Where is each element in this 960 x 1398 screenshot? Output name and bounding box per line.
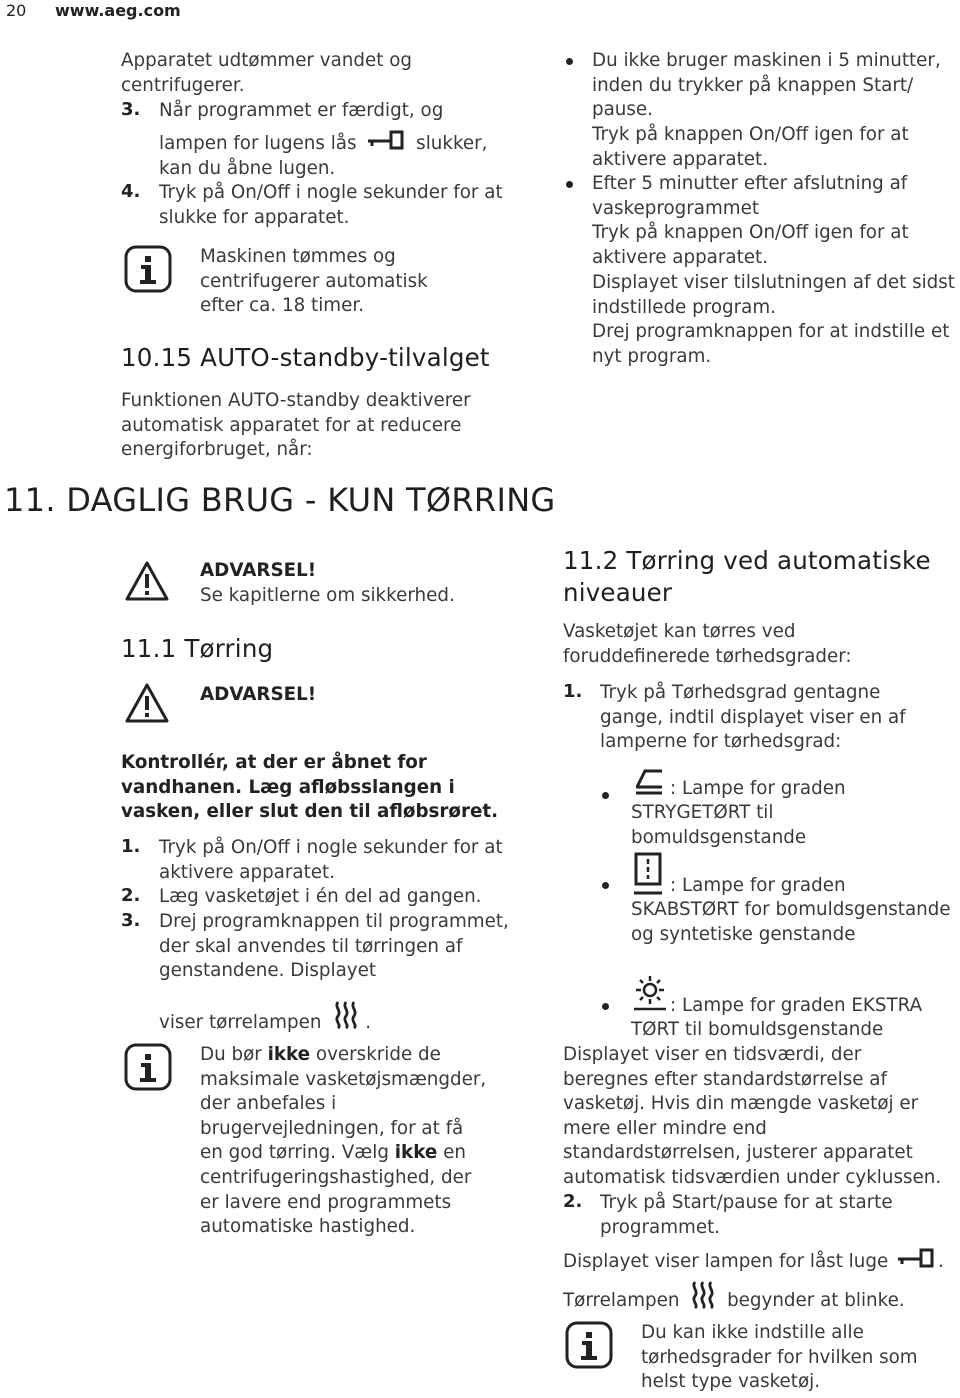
auto-levels-intro: Vasketøjet kan tørres ved foruddefinerede tørhedsgrader:	[563, 621, 852, 667]
bullet	[602, 1003, 609, 1010]
step3-last-b: .	[365, 1012, 372, 1033]
heading-auto-levels: 11.2 Tørring ved automatiske niveauer	[563, 546, 931, 607]
lock-text-a: Displayet viser lampen for låst luge	[563, 1250, 889, 1272]
lamp1-text-a: : Lampe for graden	[670, 778, 846, 799]
info-icon	[124, 245, 172, 297]
warning-icon	[124, 682, 170, 728]
step3-line2	[159, 130, 487, 158]
step-number: 1.	[121, 836, 141, 857]
lock-text-b: .	[938, 1250, 944, 1272]
bullet	[602, 882, 609, 889]
bullet2-text-d: Drej programknappen for at indstille et nyt program.	[592, 321, 950, 367]
cupboard-dry-icon	[632, 852, 666, 900]
step1-text: Tryk på Tørhedsgrad gentagne gange, indtil displayet viser en af lamperne for tørhedsgrad:	[600, 682, 906, 753]
bullet1-text: Du ikke bruger maskinen i 5 minutter, inden du trykker på knappen Start/ pause.	[592, 50, 941, 121]
info-icon	[124, 1043, 172, 1095]
section-title: 11. DAGLIG BRUG - KUN TØRRING	[4, 481, 556, 519]
bullet2-text: Efter 5 minutter efter afslutning af vaskeprogrammet	[592, 173, 908, 219]
dry-text-b: begynder at blinke.	[727, 1290, 905, 1311]
step-number: 3.	[121, 99, 141, 120]
warning-icon	[124, 560, 170, 606]
lamp2-text-a: : Lampe for graden	[670, 875, 846, 896]
info-text: Du bør	[200, 1044, 262, 1065]
bullet	[566, 58, 573, 65]
door-lock-icon	[366, 130, 406, 158]
step3-line1: Når programmet er færdigt, og	[159, 100, 444, 121]
lamp2-text-b: SKABSTØRT for bomuldsgenstande og syntetiske genstande	[631, 899, 951, 945]
info-emphasis: ikke	[394, 1142, 438, 1164]
warning-title-2: ADVARSEL!	[200, 684, 317, 705]
warning-title: ADVARSEL!	[200, 560, 317, 581]
step-number: 1.	[563, 681, 583, 702]
bullet	[602, 792, 609, 799]
lock-lamp-paragraph	[563, 1248, 944, 1276]
info-autodrain: Maskinen tømmes og centrifugerer automatisk efter ca. 18 timer.	[200, 246, 428, 317]
step3-text-a: lampen for lugens lås	[159, 132, 357, 154]
lamp3-text-b: TØRT til bomuldsgenstande	[631, 1019, 884, 1040]
dry-lamp-icon	[331, 1000, 361, 1038]
lamp3-text-a: : Lampe for graden EKSTRA	[670, 995, 923, 1016]
step-number: 2.	[121, 885, 141, 906]
step2-text: Læg vasketøjet i én del ad gangen.	[159, 886, 482, 907]
auto-standby-paragraph: Funktionen AUTO-standby deaktiverer automatisk apparatet for at reducere energiforbruget, når:	[121, 390, 471, 461]
heading-drying: 11.1 Tørring	[121, 634, 274, 663]
info-max-load	[200, 1043, 490, 1240]
dry-lamp-icon	[688, 1280, 718, 1318]
dry-text-a: Tørrelampen	[563, 1290, 680, 1311]
bullet2-text-b: Tryk på knappen On/Off igen for at aktivere apparatet.	[592, 222, 909, 268]
step-number: 3.	[121, 910, 141, 931]
info-icon	[565, 1321, 613, 1373]
dry-lamp-paragraph	[563, 1280, 905, 1318]
step-number: 2.	[563, 1191, 583, 1212]
step3-line3: kan du åbne lugen.	[159, 158, 336, 179]
info-emphasis: ikke	[267, 1044, 311, 1065]
time-value-paragraph: Displayet viser en tidsværdi, der beregnes efter standardstørrelse af vasketøj. Hvis din mængde vasketøj er mere eller mindre end standardstørrelsen, justerer apparatet automatisk tidsværdien under cyklussen.	[563, 1044, 942, 1188]
lamp1-text-b: STRYGETØRT til bomuldsgenstande	[631, 802, 807, 848]
bullet1-text-b: Tryk på knappen On/Off igen for at aktivere apparatet.	[592, 124, 909, 170]
step-number: 4.	[121, 181, 141, 202]
step2-text: Tryk på Start/pause for at starte programmet.	[600, 1192, 893, 1238]
warning-text: Se kapitlerne om sikkerhed.	[200, 585, 455, 606]
page-number: 20	[6, 1, 27, 20]
info-dryness-levels: Du kan ikke indstille alle tørhedsgrader for hvilken som helst type vasketøj.	[641, 1322, 918, 1393]
info-text: overskride de maksimale vasketøjsmængder, der anbefales i brugervejledningen, for at få en god tørring. Vælg	[200, 1044, 487, 1164]
step1-text: Tryk på On/Off i nogle sekunder for at aktivere apparatet.	[159, 837, 503, 883]
drain-paragraph: Apparatet udtømmer vandet og centrifugerer.	[121, 50, 412, 96]
info-text: en centrifugeringshastighed, der er lavere end programmets automatiske hastighed.	[200, 1142, 472, 1238]
heading-auto-standby: 10.15 AUTO-standby-tilvalget	[121, 343, 490, 372]
step3-last-a: viser tørrelampen	[159, 1012, 322, 1033]
door-lock-icon	[896, 1248, 936, 1276]
step3-text-b: slukker,	[416, 132, 488, 154]
step3-last-line	[159, 1000, 371, 1038]
step4-text: Tryk på On/Off i nogle sekunder for at slukke for apparatet.	[159, 182, 503, 228]
bullet	[566, 181, 573, 188]
water-tap-warning: Kontrollér, at der er åbnet for vandhanen. Læg afløbsslangen i vasken, eller slut den til afløbsrøret.	[121, 752, 499, 823]
bullet2-text-c: Displayet viser tilslutningen af det sidst indstillede program.	[592, 272, 955, 318]
extra-dry-sun-icon	[632, 975, 668, 1015]
header-url[interactable]: www.aeg.com	[55, 1, 181, 20]
step3-text: Drej programknappen til programmet, der skal anvendes til tørringen af genstandene. Displayet	[159, 911, 509, 982]
iron-dry-icon	[632, 766, 668, 800]
